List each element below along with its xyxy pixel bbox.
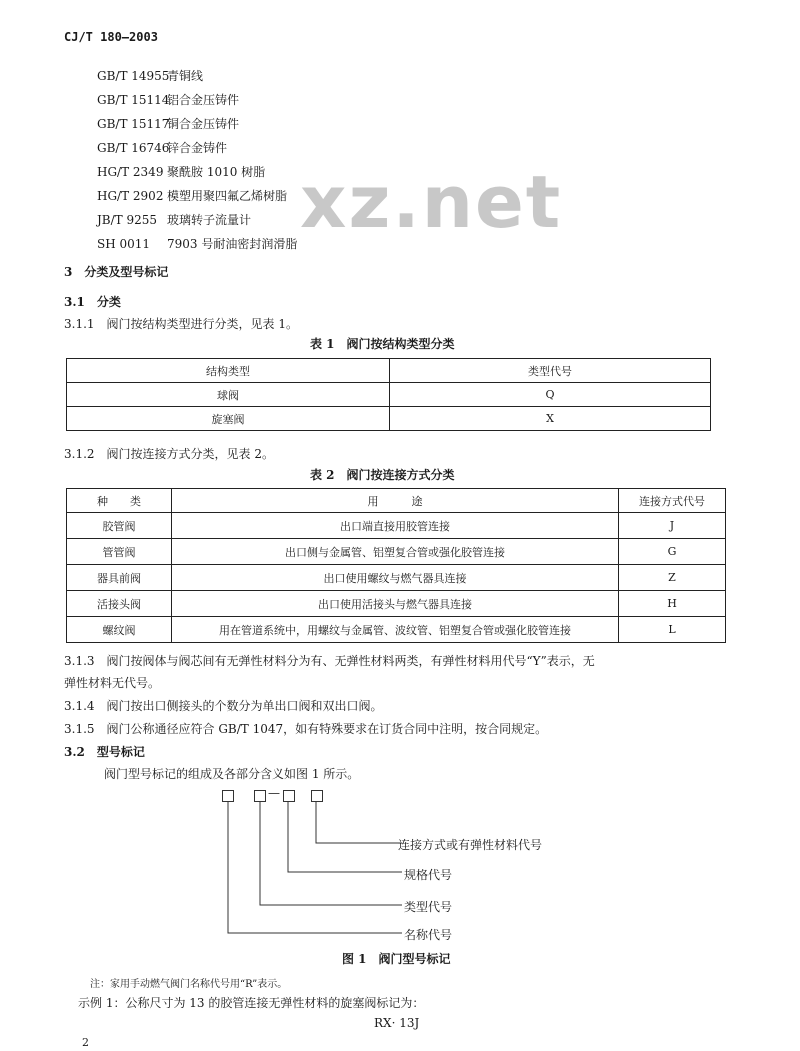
- table2-cell: 管管阀: [67, 539, 172, 565]
- table2-cell: 出口使用螺纹与燃气器具连接: [172, 565, 619, 591]
- table1-header-type: 结构类型: [67, 359, 390, 383]
- table2-cell: J: [619, 513, 726, 539]
- standard-ref-1: GB/T 14955青铜线: [97, 69, 204, 83]
- section-3-2-heading: 3.2 型号标记: [64, 745, 145, 759]
- table2-cell: 胶管阀: [67, 513, 172, 539]
- table2-cell: L: [619, 617, 726, 643]
- table2-cell: 螺纹阀: [67, 617, 172, 643]
- section-3-1-3-line1: 3.1.3 阀门按阀体与阀芯间有无弹性材料分为有、无弹性材料两类，有弹性材料用代号“Y”表示，无: [64, 654, 595, 668]
- standard-ref-5: HG/T 2349 聚酰胺 1010 树脂: [97, 165, 266, 179]
- figure1-label-spec: 规格代号: [404, 868, 453, 882]
- section-3-1-4: 3.1.4 阀门按出口侧接头的个数分为单出口阀和双出口阀。: [64, 699, 383, 713]
- standard-ref-8: SH 0011 7903 号耐油密封润滑脂: [97, 237, 298, 251]
- table1-cell: Q: [390, 383, 711, 407]
- page-number: 2: [82, 1036, 89, 1049]
- section-3-1-5: 3.1.5 阀门公称通径应符合 GB/T 1047，如有特殊要求在订货合同中注明，按合同规定。: [64, 722, 548, 736]
- section-3-1-heading: 3.1 分类: [64, 295, 121, 309]
- standard-ref-2: GB/T 15114铝合金压铸件: [97, 93, 240, 107]
- table2-header-kind: 种 类: [67, 489, 172, 513]
- figure1-label-connection: 连接方式或有弹性材料代号: [398, 838, 543, 852]
- standard-ref-3: GB/T 15117铜合金压铸件: [97, 117, 240, 131]
- table2-cell: 出口侧与金属管、铝塑复合管或强化胶管连接: [172, 539, 619, 565]
- table2-header-use: 用 途: [172, 489, 619, 513]
- section-3-1-2: 3.1.2 阀门按连接方式分类，见表 2。: [64, 447, 274, 461]
- table2-caption: 表 2 阀门按连接方式分类: [310, 468, 455, 482]
- table2-cell: 用在管道系统中，用螺纹与金属管、波纹管、铝塑复合管或强化胶管连接: [172, 617, 619, 643]
- section-3-heading: 3 分类及型号标记: [64, 265, 169, 279]
- table1-header-code: 类型代号: [390, 359, 711, 383]
- table2-cell: 活接头阀: [67, 591, 172, 617]
- table1-cell: X: [390, 407, 711, 431]
- table2-cell: 器具前阀: [67, 565, 172, 591]
- example-1: 示例 1：公称尺寸为 13 的胶管连接无弹性材料的旋塞阀标记为：: [78, 996, 425, 1010]
- table2-cell: Z: [619, 565, 726, 591]
- dash-separator: —: [268, 786, 280, 800]
- table1-cell: 旋塞阀: [67, 407, 390, 431]
- section-3-1-3-line2: 弹性材料无代号。: [64, 676, 161, 690]
- table2-cell: 出口使用活接头与燃气器具连接: [172, 591, 619, 617]
- watermark: xz.net: [300, 160, 563, 244]
- example-code: RX· 13J: [374, 1016, 420, 1030]
- document-header: CJ/T 180—2003: [64, 30, 158, 44]
- table2-cell: G: [619, 539, 726, 565]
- section-3-2-text: 阀门型号标记的组成及各部分含义如图 1 所示。: [104, 767, 360, 781]
- table2-header-code: 连接方式代号: [619, 489, 726, 513]
- table2-cell: H: [619, 591, 726, 617]
- table1-caption: 表 1 阀门按结构类型分类: [310, 337, 455, 351]
- table1-cell: 球阀: [67, 383, 390, 407]
- standard-ref-6: HG/T 2902 模塑用聚四氟乙烯树脂: [97, 189, 288, 203]
- standard-ref-4: GB/T 16746锌合金铸件: [97, 141, 228, 155]
- figure1-label-type: 类型代号: [404, 900, 453, 914]
- section-3-1-1: 3.1.1 阀门按结构类型进行分类，见表 1。: [64, 317, 298, 331]
- standard-ref-7: JB/T 9255 玻璃转子流量计: [97, 213, 252, 227]
- note: 注：家用手动燃气阀门名称代号用“R”表示。: [90, 979, 288, 990]
- figure1-caption: 图 1 阀门型号标记: [342, 952, 451, 966]
- table2-cell: 出口端直接用胶管连接: [172, 513, 619, 539]
- figure1-label-name: 名称代号: [404, 928, 453, 942]
